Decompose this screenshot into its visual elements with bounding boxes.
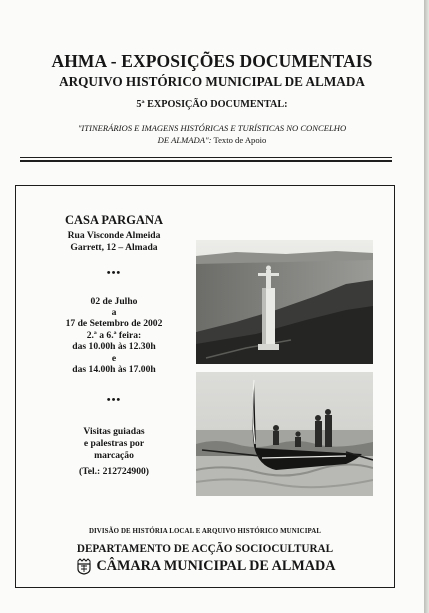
visits-line2: e palestras por — [83, 438, 145, 449]
footer-department: DEPARTAMENTO DE ACÇÃO SOCIOCULTURAL — [76, 543, 334, 555]
description-rest-part: Texto de Apoio — [211, 135, 267, 145]
separator-dots: ••• — [106, 394, 122, 406]
schedule-hours-afternoon: das 14.00h às 17.00h — [72, 364, 156, 375]
exhibition-label: 5ª EXPOSIÇÃO DOCUMENTAL: — [136, 99, 288, 110]
exhibition-description-line2 — [0, 135, 424, 145]
visits-line1: Visitas guiadas — [83, 426, 145, 437]
schedule-and: e — [111, 353, 117, 364]
venue-address-line2: Garrett, 12 – Almada — [70, 242, 158, 253]
visits-line3: marcação — [94, 450, 134, 461]
document-title: AHMA - EXPOSIÇÕES DOCUMENTAIS — [51, 51, 373, 71]
document-subtitle: ARQUIVO HISTÓRICO MUNICIPAL DE ALMADA — [59, 74, 365, 89]
description-italic-part: DE ALMADA": — [157, 135, 212, 145]
footer-municipality: CÂMARA MUNICIPAL DE ALMADA — [96, 557, 336, 574]
fishing-boat-photo — [196, 372, 373, 496]
municipal-crest-icon — [75, 557, 93, 575]
cristo-rei-monument-photo — [196, 240, 373, 364]
venue-name: CASA PARGANA — [64, 213, 164, 227]
header-rule-thick — [20, 160, 392, 162]
page-edge — [424, 0, 429, 613]
schedule-start: 02 de Julho — [90, 296, 138, 307]
schedule-end: 17 de Setembro de 2002 — [65, 318, 163, 329]
schedule-hours-morning: das 10.00h às 12.30h — [72, 341, 156, 352]
visits-phone: (Tel.: 212724900) — [79, 466, 149, 477]
header-rule-thin — [20, 157, 392, 158]
footer-division: DIVISÃO DE HISTÓRIA LOCAL E ARQUIVO HISTÓRICO MUNICIPAL — [88, 528, 322, 535]
venue-address-line1: Rua Visconde Almeida — [67, 230, 161, 241]
exhibition-description-line1: "ITINERÁRIOS E IMAGENS HISTÓRICAS E TURÍSTICAS NO CONCELHO — [77, 123, 347, 133]
schedule-connector: a — [111, 307, 117, 318]
schedule-days: 2.ª a 6.ª feira: — [86, 330, 142, 341]
footer-municipality-line — [15, 557, 395, 575]
separator-dots: ••• — [106, 267, 122, 279]
